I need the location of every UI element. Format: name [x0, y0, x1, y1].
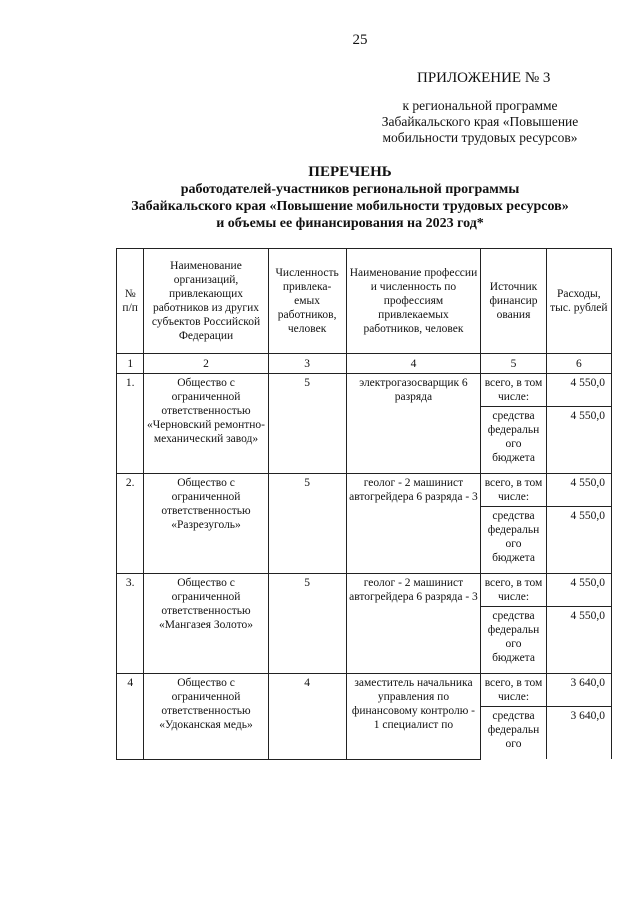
column-number: 5 [481, 354, 546, 374]
amount-total: 4 550,0 [546, 474, 611, 507]
source-federal: средства федеральн ого бюджета [481, 607, 546, 674]
header-cell: Источник финансир ования [481, 249, 546, 354]
title-line: работодателей-участников региональной программы [180, 182, 520, 197]
table-row [117, 574, 612, 607]
worker-count: 4 [268, 674, 346, 760]
table-row [117, 674, 612, 707]
employers-table [116, 248, 612, 760]
header-cell: Расходы, тыс. рублей [546, 249, 611, 354]
amount-total: 4 550,0 [546, 574, 611, 607]
column-number: 1 [117, 354, 144, 374]
table-header-row [117, 249, 612, 354]
program-line: к региональной программе [402, 98, 558, 113]
amount-federal: 4 550,0 [546, 407, 611, 474]
program-line: мобильности трудовых ресурсов» [382, 130, 578, 145]
amount-total: 4 550,0 [546, 374, 611, 407]
title-line: и объемы ее финансирования на 2023 год* [216, 216, 484, 231]
column-number: 3 [268, 354, 346, 374]
page-number: 25 [352, 32, 368, 48]
title-line: Забайкальского края «Повышение мобильности трудовых ресурсов» [131, 199, 569, 214]
profession: геолог - 2 машинист автогрейдера 6 разряда - 3 [346, 574, 481, 674]
amount-total: 3 640,0 [546, 674, 611, 707]
org-name: Общество с ограниченной ответственностью «Мангазея Золото» [144, 574, 268, 674]
worker-count: 5 [268, 474, 346, 574]
header-cell: № п/п [117, 249, 144, 354]
amount-federal: 3 640,0 [546, 707, 611, 760]
source-total: всего, в том числе: [481, 374, 546, 407]
document-title [131, 164, 569, 232]
row-number: 1. [117, 374, 144, 474]
table-row [117, 374, 612, 407]
program-reference [360, 98, 600, 146]
profession: геолог - 2 машинист автогрейдера 6 разряда - 3 [346, 474, 481, 574]
row-number: 2. [117, 474, 144, 574]
org-name: Общество с ограниченной ответственностью «Черновский ремонтно-механический завод» [144, 374, 268, 474]
column-number: 6 [546, 354, 611, 374]
worker-count: 5 [268, 374, 346, 474]
title-heading: ПЕРЕЧЕНЬ [308, 164, 392, 180]
column-number: 2 [144, 354, 268, 374]
table-row [117, 474, 612, 507]
header-cell: Численность привлека-емых работников, человек [268, 249, 346, 354]
header-cell: Наименование профессии и численность по профессиям привлекаемых работников, человек [346, 249, 481, 354]
org-name: Общество с ограниченной ответственностью «Разрезуголь» [144, 474, 268, 574]
source-federal: средства федеральн ого бюджета [481, 507, 546, 574]
column-number: 4 [346, 354, 481, 374]
appendix-label: ПРИЛОЖЕНИЕ № 3 [417, 70, 551, 86]
org-name: Общество с ограниченной ответственностью «Удоканская медь» [144, 674, 268, 760]
profession: заместитель начальника управления по финансовому контролю - 1 специалист по [346, 674, 481, 760]
profession: электрогазосварщик 6 разряда [346, 374, 481, 474]
column-number-row [117, 354, 612, 374]
source-total: всего, в том числе: [481, 574, 546, 607]
amount-federal: 4 550,0 [546, 607, 611, 674]
row-number: 4 [117, 674, 144, 760]
worker-count: 5 [268, 574, 346, 674]
source-federal: средства федеральн ого бюджета [481, 407, 546, 474]
source-total: всего, в том числе: [481, 474, 546, 507]
program-line: Забайкальского края «Повышение [381, 114, 579, 129]
source-total: всего, в том числе: [481, 674, 546, 707]
row-number: 3. [117, 574, 144, 674]
header-cell: Наименование организаций, привлекающих работников из других субъектов Российской Федерации [144, 249, 268, 354]
amount-federal: 4 550,0 [546, 507, 611, 574]
source-federal: средства федеральн ого [481, 707, 546, 760]
